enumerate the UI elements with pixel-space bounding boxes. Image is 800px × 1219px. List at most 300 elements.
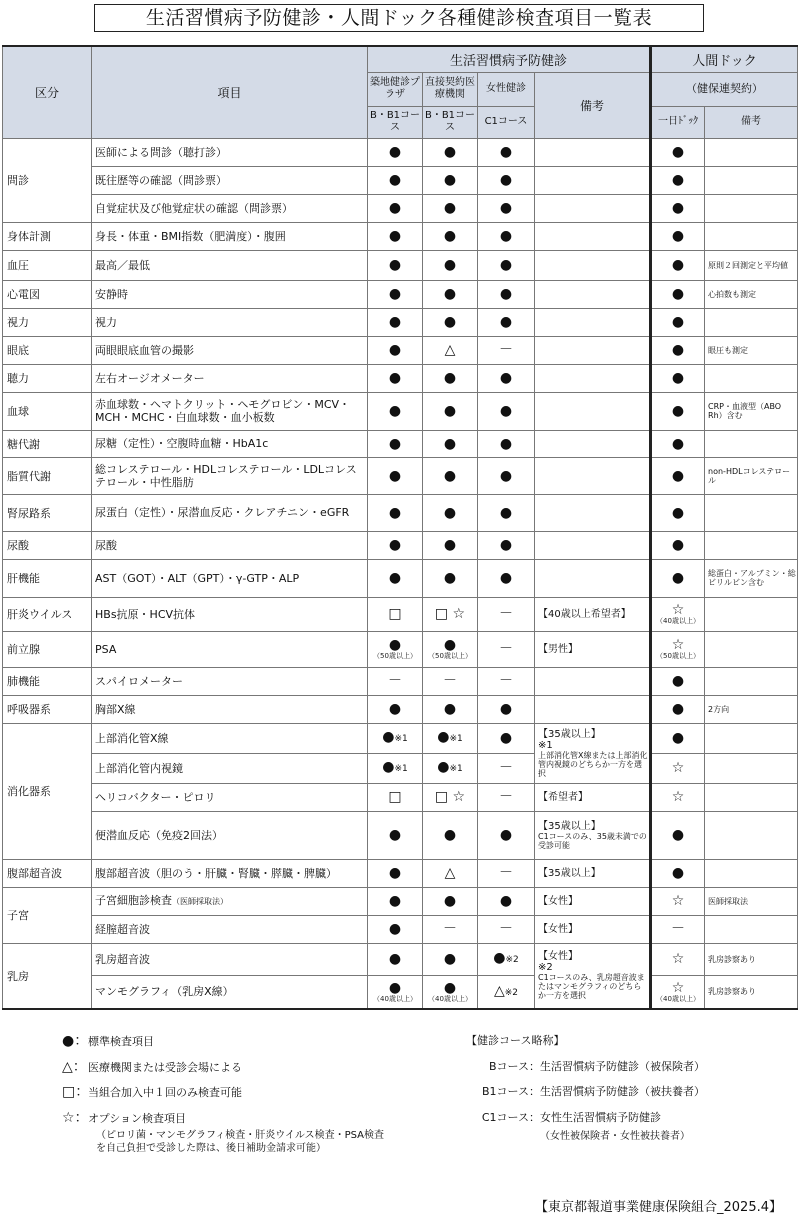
dock-note-cell [705, 222, 798, 250]
item-cell: 身長・体重・BMI指数（肥満度）・腹囲 [92, 222, 368, 250]
mark-cell: ● [423, 308, 478, 336]
item-cell: 安静時 [92, 280, 368, 308]
dock-note-cell [705, 667, 798, 695]
category-cell: 糖代謝 [3, 430, 92, 457]
legend-text: 当組合加入中１回のみ検査可能 [88, 1086, 242, 1099]
note-cell [535, 811, 651, 859]
mark-cell: △ [423, 336, 478, 364]
footnote-mark: ※1 [394, 734, 408, 744]
mark-cell: ● [368, 280, 423, 308]
note-cell [535, 250, 651, 280]
dock-mark-cell: ● [651, 194, 705, 222]
age-note: （40歳以上） [656, 994, 700, 1003]
note-cell [535, 308, 651, 336]
dock-mark-cell: ● [651, 280, 705, 308]
mark-cell: ● [368, 308, 423, 336]
dock-note-cell: 眼圧も測定 [705, 336, 798, 364]
note-cell [535, 430, 651, 457]
dock-mark-cell: ● [651, 138, 705, 166]
dock-note-cell [705, 531, 798, 559]
table-row [3, 336, 798, 364]
category-cell: 聴力 [3, 364, 92, 392]
table-row [3, 695, 798, 723]
mark-cell: ● [478, 194, 535, 222]
mark-cell: □ [368, 597, 423, 631]
category-cell: 腎尿路系 [3, 494, 92, 531]
item-cell: ヘリコバクター・ピロリ [92, 783, 368, 811]
item-cell: 胸部X線 [92, 695, 368, 723]
mark-cell: ● [368, 166, 423, 194]
dock-note-cell: 乳房診察あり [705, 943, 798, 975]
mark-cell: ● [423, 280, 478, 308]
item-cell: AST（GOT）・ALT（GPT）・γ-GTP・ALP [92, 559, 368, 597]
mark-cell: ● [368, 250, 423, 280]
mark-cell: ● [423, 166, 478, 194]
note-cell [535, 392, 651, 430]
note-cell [535, 194, 651, 222]
header-sub-chokusetsu: B・B1コース [423, 106, 478, 138]
item-text: 子宮細胞診検査 [95, 894, 172, 907]
mark-cell: ● [423, 430, 478, 457]
mark-cell [478, 943, 535, 975]
header-group2-sub: （健保連契約） [651, 72, 798, 106]
dock-note-cell [705, 138, 798, 166]
dock-mark-cell: ● [651, 392, 705, 430]
footnote-mark: ※1 [394, 764, 408, 774]
table-row [3, 457, 798, 494]
mark: △ [493, 982, 505, 999]
dock-note-cell [705, 494, 798, 531]
mark-cell: ● [368, 457, 423, 494]
header-biko: 備考 [535, 72, 651, 138]
dock-note-cell: 原則２回測定と平均値 [705, 250, 798, 280]
mark-cell: ● [478, 364, 535, 392]
category-cell: 呼吸器系 [3, 695, 92, 723]
footnote-mark: ※2 [505, 955, 519, 965]
header-group2: 人間ドック [651, 46, 798, 72]
mark: ● [443, 979, 457, 996]
item-cell: HBs抗原・HCV抗体 [92, 597, 368, 631]
mark-cell: ● [478, 887, 535, 915]
table-row [3, 222, 798, 250]
mark-cell: □ [368, 783, 423, 811]
dock-mark-cell: ● [651, 336, 705, 364]
mark-cell: ● [478, 430, 535, 457]
course-label: C1コース： [481, 1111, 540, 1124]
course-label: B1コース： [482, 1085, 540, 1098]
dock-mark: ☆ [671, 979, 685, 996]
mark: ● [388, 979, 402, 996]
dock-note-cell [705, 430, 798, 457]
note-cell [535, 559, 651, 597]
header-sub-tsukiji: B・B1コース [368, 106, 423, 138]
mark-cell: － [478, 631, 535, 667]
note-cell [535, 336, 651, 364]
mark-cell: － [423, 667, 478, 695]
item-cell: 経膣超音波 [92, 915, 368, 943]
mark-cell: ● [478, 559, 535, 597]
course-b1 [466, 1085, 766, 1099]
note-cell [535, 364, 651, 392]
dock-mark-cell: ☆ [651, 943, 705, 975]
age-note: （50歳以上） [428, 652, 472, 660]
footnote-mark: ※1 [449, 764, 463, 774]
legend-square [62, 1085, 242, 1100]
table-row [3, 975, 798, 1009]
dock-mark-cell: ● [651, 723, 705, 753]
dock-note-cell: 総蛋白・アルブミン・総ビリルビン含む [705, 559, 798, 597]
dock-note-cell [705, 308, 798, 336]
item-cell: 総コレステロール・HDLコレステロール・LDLコレステロール・中性脂肪 [92, 457, 368, 494]
table-row [3, 859, 798, 887]
square-icon: □： [62, 1084, 90, 1100]
mark: ● [382, 759, 395, 775]
mark-cell: ● [423, 811, 478, 859]
item-cell: 便潜血反応（免疫2回法） [92, 811, 368, 859]
dock-note-cell [705, 753, 798, 783]
item-cell: 既往歴等の確認（問診票） [92, 166, 368, 194]
mark-cell: ● [423, 194, 478, 222]
note-line: C1コースのみ、35歳未満での受診可能 [538, 831, 647, 850]
mark: ● [493, 950, 506, 966]
footer-source: 【東京都報道事業健康保険組合_2025.4】 [535, 1200, 782, 1215]
table-row [3, 308, 798, 336]
category-cell: 肝炎ウイルス [3, 597, 92, 631]
table-row [3, 494, 798, 531]
mark-cell: － [478, 667, 535, 695]
note-cell: 【男性】 [535, 631, 651, 667]
legend-text: 標準検査項目 [88, 1035, 154, 1048]
mark: ● [437, 729, 450, 745]
mark-cell: ● [423, 222, 478, 250]
mark-cell: ● [368, 336, 423, 364]
note-cell [535, 531, 651, 559]
dock-mark-cell: － [651, 915, 705, 943]
note-cell: 【女性】 [535, 915, 651, 943]
note-line: C1コースのみ、乳房超音波またはマンモグラフィのどちらか一方を選択 [538, 973, 645, 1001]
header-dock-biko: 備考 [705, 106, 798, 138]
mark-cell: － [478, 859, 535, 887]
dock-note-cell [705, 783, 798, 811]
mark-cell: － [478, 915, 535, 943]
header-category: 区分 [3, 46, 92, 138]
table-row [3, 138, 798, 166]
mark-cell: ● [478, 723, 535, 753]
mark: ● [443, 637, 457, 653]
mark-cell: ● [423, 138, 478, 166]
category-cell: 腹部超音波 [3, 859, 92, 887]
item-cell: 最高／最低 [92, 250, 368, 280]
age-note: （40歳以上） [373, 994, 417, 1003]
dock-mark-cell: ☆ [651, 783, 705, 811]
mark-cell: ● [423, 364, 478, 392]
mark-cell: ● [368, 364, 423, 392]
item-cell [92, 887, 368, 915]
course-c1-sub: （女性被保険者・女性被扶養者） [540, 1131, 690, 1142]
table-row [3, 887, 798, 915]
mark-cell: ● [478, 280, 535, 308]
item-cell: 視力 [92, 308, 368, 336]
dock-mark-cell: ● [651, 166, 705, 194]
mark-cell [368, 723, 423, 753]
category-cell: 脂質代謝 [3, 457, 92, 494]
mark-cell: ● [423, 531, 478, 559]
category-cell: 身体計測 [3, 222, 92, 250]
note-cell [535, 222, 651, 250]
header-dock: 一日ﾄﾞｯｸ [651, 106, 705, 138]
dock-mark: ☆ [671, 602, 685, 618]
item-cell: 左右オージオメーター [92, 364, 368, 392]
mark-cell: ● [478, 457, 535, 494]
note-cell [535, 280, 651, 308]
dock-note-cell [705, 631, 798, 667]
note-cell: 【40歳以上希望者】 [535, 597, 651, 631]
age-note: （50歳以上） [656, 652, 700, 660]
mark-cell: ● [368, 559, 423, 597]
dock-mark-cell: ● [651, 811, 705, 859]
dock-mark-cell [651, 631, 705, 667]
item-cell: 乳房超音波 [92, 943, 368, 975]
header-chokusetsu: 直接契約医療機関 [423, 72, 478, 106]
footnote-mark: ※1 [449, 734, 463, 744]
note-cell [535, 494, 651, 531]
table-row [3, 631, 798, 667]
item-cell: マンモグラフィ（乳房X線） [92, 975, 368, 1009]
table-row [3, 753, 798, 783]
category-cell: 肺機能 [3, 667, 92, 695]
dock-mark-cell [651, 975, 705, 1009]
item-subtext: （医師採取法） [172, 897, 228, 906]
item-cell: スパイロメーター [92, 667, 368, 695]
dock-note-cell [705, 364, 798, 392]
mark-cell: ● [478, 166, 535, 194]
mark: ● [437, 759, 450, 775]
item-cell: 両眼眼底血管の撮影 [92, 336, 368, 364]
dock-note-cell: 心拍数も測定 [705, 280, 798, 308]
item-cell: PSA [92, 631, 368, 667]
header-tsukiji: 築地健診プラザ [368, 72, 423, 106]
mark-cell: ● [368, 695, 423, 723]
page-title: 生活習慣病予防健診・人間ドック各種健診検査項目一覧表 [94, 4, 704, 32]
dock-note-cell [705, 166, 798, 194]
dock-note-cell [705, 194, 798, 222]
mark-cell: ● [368, 430, 423, 457]
table-row [3, 783, 798, 811]
table-row [3, 723, 798, 753]
category-cell: 乳房 [3, 943, 92, 1009]
dock-note-cell: non-HDLコレステロール [705, 457, 798, 494]
item-cell: 自覚症状及び他覚症状の確認（問診票） [92, 194, 368, 222]
mark-cell: ● [368, 943, 423, 975]
mark-cell: ● [368, 811, 423, 859]
mark-cell: ● [368, 222, 423, 250]
note-line: 【35歳以上】 [538, 728, 601, 740]
dock-mark-cell: ● [651, 531, 705, 559]
category-cell: 血圧 [3, 250, 92, 280]
note-line: 【35歳以上】 [538, 820, 601, 832]
mark: ● [382, 729, 395, 745]
item-cell: 腹部超音波（胆のう・肝臓・腎臓・膵臓・脾臓） [92, 859, 368, 887]
item-cell: 上部消化管内視鏡 [92, 753, 368, 783]
legend-text: オプション検査項目 [88, 1112, 187, 1125]
mark-cell: ● [478, 392, 535, 430]
mark-cell: ● [423, 250, 478, 280]
dock-mark-cell: ● [651, 667, 705, 695]
category-cell: 眼底 [3, 336, 92, 364]
mark-cell: ● [423, 494, 478, 531]
mark-cell: ● [478, 138, 535, 166]
dock-note-cell [705, 597, 798, 631]
dock-mark-cell: ● [651, 364, 705, 392]
mark-cell: － [478, 597, 535, 631]
legend-note-line: （ピロリ菌・マンモグラフィ検査・肝炎ウイルス検査・PSA検査 [96, 1130, 385, 1141]
item-cell: 尿蛋白（定性）・尿潜血反応・クレアチニン・eGFR [92, 494, 368, 531]
category-cell: 問診 [3, 138, 92, 222]
category-cell: 子宮 [3, 887, 92, 943]
category-cell: 前立腺 [3, 631, 92, 667]
dock-note-cell: 2方向 [705, 695, 798, 723]
note-cell [535, 723, 651, 783]
mark-cell: － [423, 915, 478, 943]
table-row [3, 250, 798, 280]
legend-text: 医療機関または受診会場による [88, 1061, 242, 1074]
dock-mark-cell: ● [651, 308, 705, 336]
dock-mark: ☆ [671, 637, 685, 653]
course-c1 [466, 1111, 766, 1125]
dock-note-cell [705, 723, 798, 753]
note-cell [535, 695, 651, 723]
mark-cell: － [368, 667, 423, 695]
mark-cell: ● [368, 915, 423, 943]
table-row [3, 597, 798, 631]
note-cell [535, 943, 651, 1009]
note-cell: 【35歳以上】 [535, 859, 651, 887]
dock-mark-cell: ☆ [651, 887, 705, 915]
mark-cell: ● [423, 943, 478, 975]
table-row [3, 364, 798, 392]
table-row [3, 667, 798, 695]
mark-cell [423, 631, 478, 667]
category-cell: 尿酸 [3, 531, 92, 559]
note-cell [535, 166, 651, 194]
item-cell: 尿糖（定性）・空腹時血糖・HbA1c [92, 430, 368, 457]
legend-star [62, 1111, 186, 1126]
note-line: ※1 [538, 739, 553, 751]
table-row [3, 166, 798, 194]
mark-cell [368, 753, 423, 783]
mark-cell: □ ☆ [423, 783, 478, 811]
mark-cell: ● [423, 887, 478, 915]
mark-cell: － [478, 783, 535, 811]
mark-cell: ● [368, 494, 423, 531]
legend-note-line: を自己負担で受診した際は、後日補助金請求可能） [96, 1143, 326, 1154]
mark-cell: ● [368, 859, 423, 887]
dock-note-cell: 医師採取法 [705, 887, 798, 915]
course-title: 【健診コース略称】 [466, 1034, 565, 1047]
table-row [3, 915, 798, 943]
circle-icon: ●： [62, 1033, 89, 1049]
table-row [3, 943, 798, 975]
mark-cell: ● [423, 695, 478, 723]
mark-cell: － [478, 753, 535, 783]
legend-triangle [62, 1060, 242, 1075]
course-text: 生活習慣病予防健診（被保険者） [540, 1060, 705, 1073]
dock-mark-cell: ● [651, 430, 705, 457]
dock-note-cell [705, 915, 798, 943]
note-cell [535, 138, 651, 166]
dock-note-cell [705, 811, 798, 859]
mark-cell: ● [478, 811, 535, 859]
header-josei: 女性健診 [478, 72, 535, 106]
dock-mark-cell: ● [651, 250, 705, 280]
mark-cell: △ [423, 859, 478, 887]
table-row [3, 430, 798, 457]
header-item: 項目 [92, 46, 368, 138]
category-cell: 血球 [3, 392, 92, 430]
dock-mark-cell: ● [651, 222, 705, 250]
age-note: （40歳以上） [428, 994, 472, 1003]
star-icon: ☆： [62, 1110, 89, 1126]
mark-cell: ● [368, 887, 423, 915]
table-row [3, 811, 798, 859]
category-cell: 心電図 [3, 280, 92, 308]
table-row [3, 392, 798, 430]
age-note: （50歳以上） [373, 652, 417, 660]
item-cell: 尿酸 [92, 531, 368, 559]
mark-cell [423, 975, 478, 1009]
dock-note-cell [705, 859, 798, 887]
mark-cell: ● [423, 392, 478, 430]
note-cell: 【女性】 [535, 887, 651, 915]
mark-cell [423, 753, 478, 783]
course-b [466, 1060, 766, 1074]
item-cell: 上部消化管X線 [92, 723, 368, 753]
note-line: 上部消化管X線または上部消化管内視鏡のどちらか一方を選択 [538, 750, 648, 778]
dock-mark-cell: ● [651, 695, 705, 723]
note-line: 【女性】 [538, 951, 578, 963]
dock-mark-cell: ☆ [651, 753, 705, 783]
item-cell: 赤血球数・ヘマトクリット・ヘモグロビン・MCV・MCH・MCHC・白血球数・血小板数 [92, 392, 368, 430]
mark-cell: ● [478, 695, 535, 723]
mark-cell: ● [368, 138, 423, 166]
table-row [3, 194, 798, 222]
mark-cell: ● [478, 494, 535, 531]
mark-cell: ● [478, 308, 535, 336]
header-sub-josei: C1コース [478, 106, 535, 138]
mark-cell [368, 975, 423, 1009]
course-label: Bコース： [489, 1060, 540, 1073]
legend-star-note [96, 1129, 384, 1155]
mark-cell: □ ☆ [423, 597, 478, 631]
mark-cell: － [478, 336, 535, 364]
dock-mark-cell: ● [651, 859, 705, 887]
triangle-icon: △： [62, 1059, 87, 1075]
mark-cell: ● [478, 531, 535, 559]
mark-cell [423, 723, 478, 753]
dock-note-cell: 乳房診察あり [705, 975, 798, 1009]
note-cell [535, 667, 651, 695]
mark-cell [478, 975, 535, 1009]
category-cell: 消化器系 [3, 723, 92, 859]
course-text: 女性生活習慣病予防健診 [540, 1111, 661, 1124]
footnote-mark: ※2 [504, 987, 519, 998]
mark-cell [368, 631, 423, 667]
item-cell: 医師による問診（聴打診） [92, 138, 368, 166]
exam-table [2, 45, 798, 1010]
course-text: 生活習慣病予防健診（被扶養者） [540, 1085, 705, 1098]
mark-cell: ● [368, 531, 423, 559]
note-cell [535, 457, 651, 494]
